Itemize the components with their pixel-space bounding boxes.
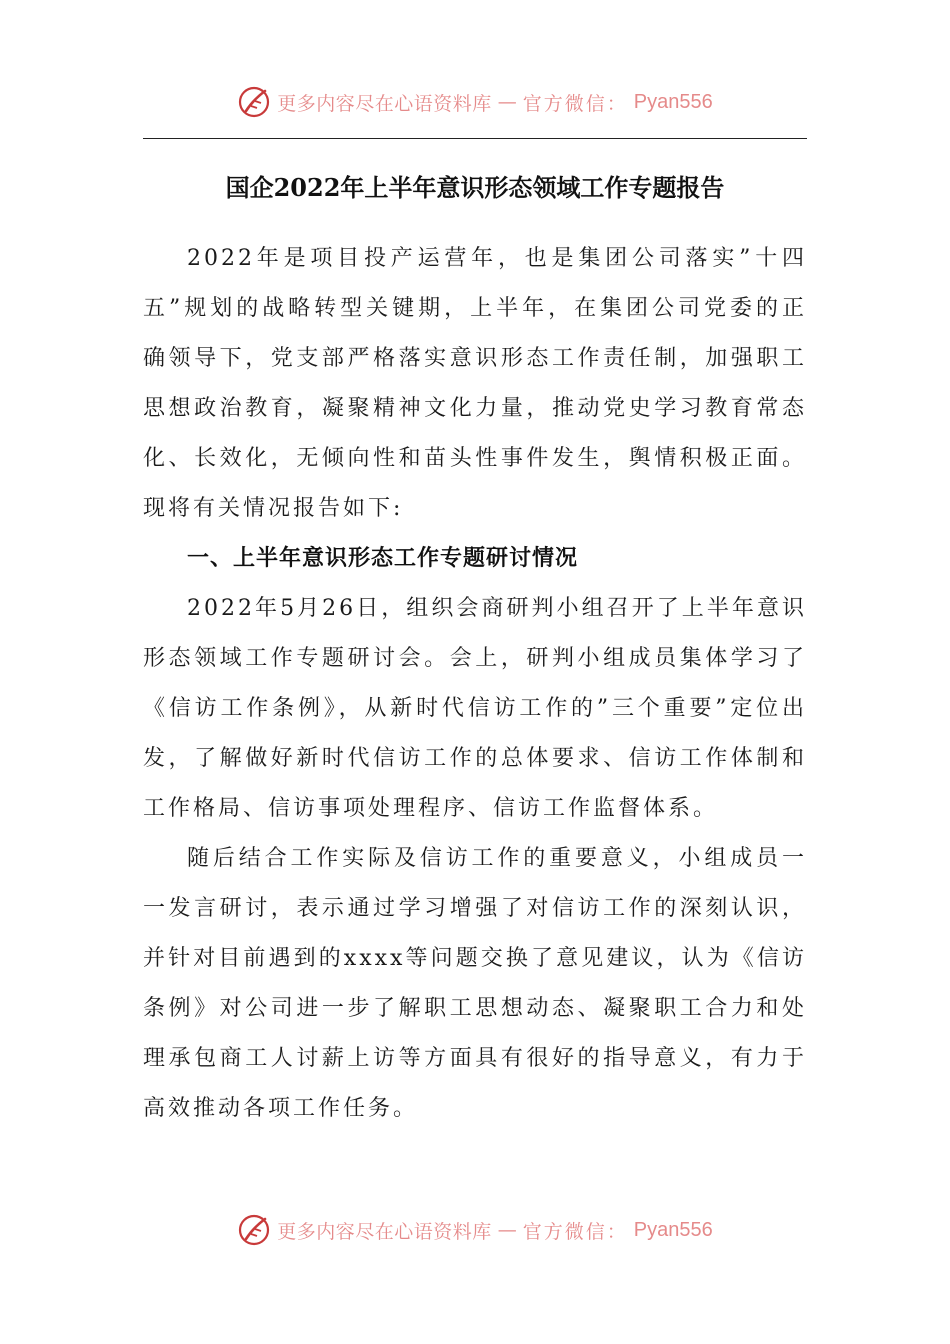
banner-promo-text: 更多内容尽在心语资料库	[277, 92, 492, 115]
banner-separator: —	[497, 91, 517, 113]
section-paragraph: 随后结合工作实际及信访工作的重要意义，小组成员一一发言研讨，表示通过学习增强了对信访工作的深刻认识，并针对目前遇到的xxxx等问题交换了意见建议，认为《信访条例》对公司进一步了解职工思想动态、凝聚职工合力和处理承包商工人讨薪上访等方面具有很好的指导意义，有力于高效推动各项工作任务。	[143, 846, 807, 1121]
header-banner	[0, 80, 950, 124]
banner-official-label: 官方微信：	[522, 92, 628, 115]
banner-wechat-id: Pyan556	[633, 1218, 713, 1241]
footer-banner	[0, 1208, 950, 1252]
banner-wechat-id: Pyan556	[633, 90, 713, 113]
banner-promo-text: 更多内容尽在心语资料库	[277, 1220, 492, 1243]
banner-official-label: 官方微信：	[522, 1220, 628, 1243]
intro-paragraph: 2022年是项目投产运营年，也是集团公司落实”十四五”规划的战略转型关键期，上半年，在集团公司党委的正确领导下，党支部严格落实意识形态工作责任制，加强职工思想政治教育，凝聚精神文化力量，推动党史学习教育常态化、长效化，无倾向性和苗头性事件发生，舆情积极正面。现将有关情况报告如下:	[143, 246, 807, 521]
header-divider	[143, 138, 807, 139]
banner-separator: —	[497, 1219, 517, 1241]
quill-logo-icon	[237, 85, 271, 119]
section-heading: 一、上半年意识形态工作专题研讨情况	[187, 546, 579, 571]
quill-logo-icon	[237, 1213, 271, 1247]
section-paragraph: 2022年5月26日，组织会商研判小组召开了上半年意识形态领域工作专题研讨会。会上，研判小组成员集体学习了《信访工作条例》，从新时代信访工作的”三个重要”定位出发，了解做好新时代信访工作的总体要求、信访工作体制和工作格局、信访事项处理程序、信访工作监督体系。	[143, 596, 807, 821]
document-title: 国企2022年上半年意识形态领域工作专题报告	[225, 173, 725, 202]
document-body	[143, 234, 807, 1134]
